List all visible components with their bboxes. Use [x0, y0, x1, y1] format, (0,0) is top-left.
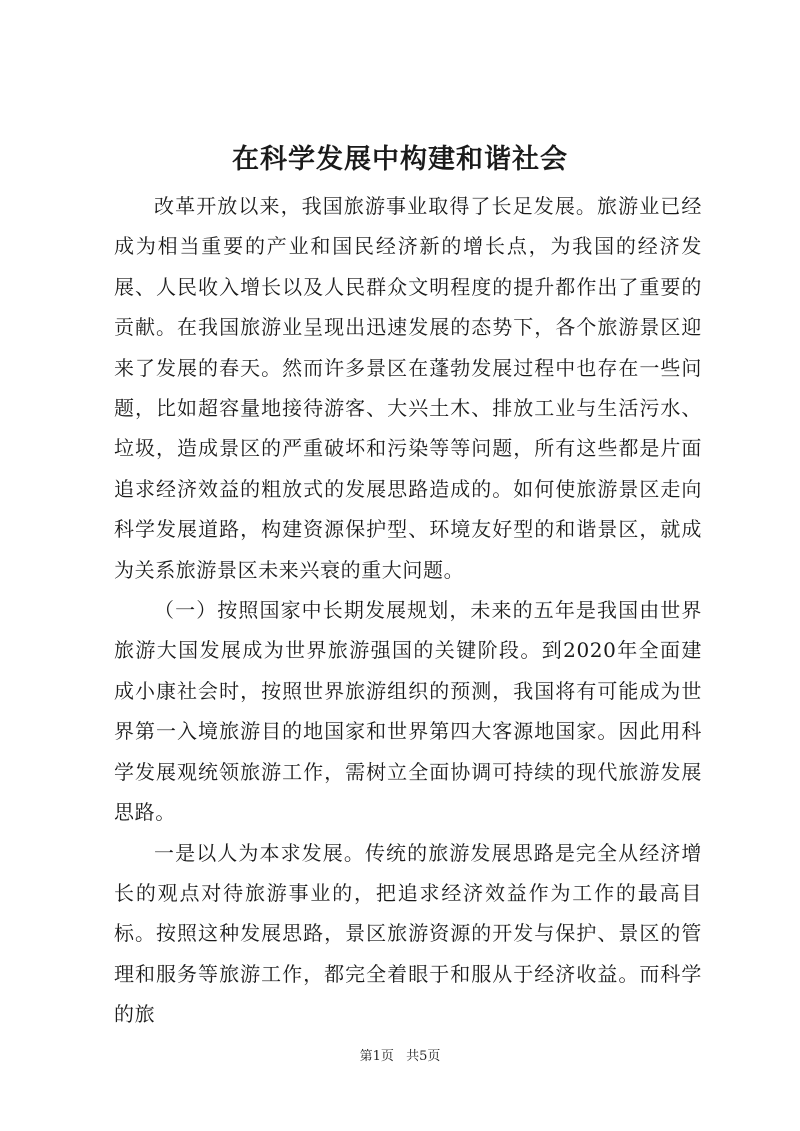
- page-number: 第1页: [359, 1049, 394, 1064]
- page-footer: [0, 1047, 800, 1067]
- document-body: [114, 186, 702, 1035]
- paragraph-intro: 改革开放以来，我国旅游事业取得了长足发展。旅游业已经成为相当重要的产业和国民经济新的增长点，为我国的经济发展、人民收入增长以及人民群众文明程度的提升都作出了重要的贡献。在我国旅游业呈现出迅速发展的态势下，各个旅游景区迎来了发展的春天。然而许多景区在蓬勃发展过程中也存在一些问题，比如超容量地接待游客、大兴土木、排放工业与生活污水、垃圾，造成景区的严重破坏和污染等等问题，所有这些都是片面追求经济效益的粗放式的发展思路造成的。如何使旅游景区走向科学发展道路，构建资源保护型、环境友好型的和谐景区，就成为关系旅游景区未来兴衰的重大问题。: [114, 194, 702, 582]
- total-pages: 共5页: [406, 1049, 441, 1064]
- paragraph-section-one: （一）按照国家中长期发展规划，未来的五年是我国由世界旅游大国发展成为世界旅游强国的关键阶段。到2020年全面建成小康社会时，按照世界旅游组织的预测，我国将有可能成为世界第一入境旅游目的地国家和世界第四大客源地国家。因此用科学发展观统领旅游工作，需树立全面协调可持续的现代旅游发展思路。: [114, 598, 702, 825]
- paragraph-people-oriented: 一是以人为本求发展。传统的旅游发展思路是完全从经济增长的观点对待旅游事业的，把追求经济效益作为工作的最高目标。按照这种发展思路，景区旅游资源的开发与保护、景区的管理和服务等旅游工作，都完全着眼于和服从于经济收益。而科学的旅: [114, 840, 702, 1027]
- page-title: 在科学发展中构建和谐社会: [232, 144, 568, 175]
